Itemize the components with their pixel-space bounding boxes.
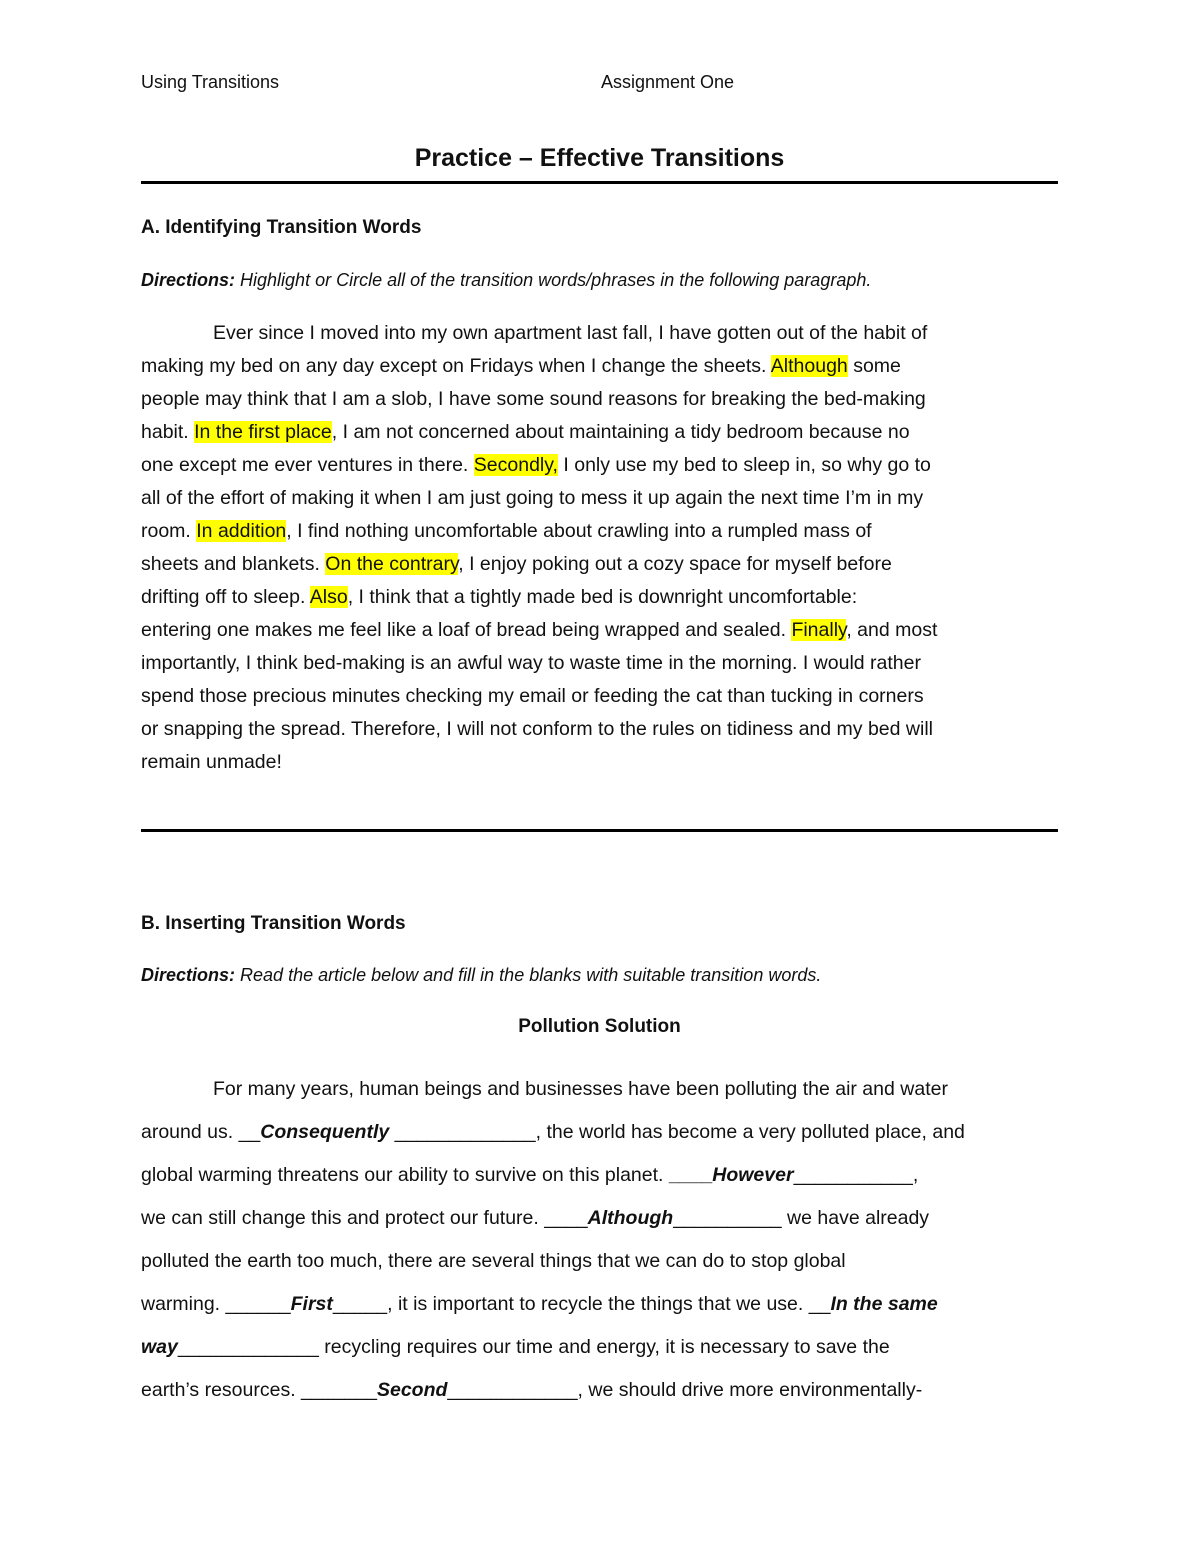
text: one except me ever ventures in there. (141, 454, 474, 476)
blank-underline: ___________ (793, 1164, 913, 1186)
text: , the world has become a very polluted place, and (535, 1121, 965, 1143)
text: , it is important to recycle the things that we use. (387, 1293, 809, 1315)
text: , I think that a tightly made bed is downright uncomfortable: (347, 586, 858, 608)
text: , I am not concerned about maintaining a tidy bedroom because no (331, 421, 910, 443)
paragraph-line (141, 317, 1059, 350)
text: , we should drive more environmentally- (577, 1379, 923, 1401)
highlighted-transition: Also (309, 586, 348, 608)
blank-underline: __ (808, 1293, 831, 1315)
text: habit. (141, 421, 195, 443)
filled-answer: Although (587, 1207, 674, 1229)
highlighted-transition: In addition (196, 520, 287, 542)
filled-answer: way (141, 1336, 178, 1358)
header-left: Using Transitions (141, 72, 280, 92)
text: we have already (781, 1207, 930, 1229)
text: sheets and blankets. (141, 553, 326, 575)
page-title: Practice – Effective Transitions (414, 144, 785, 172)
text: , and most (846, 619, 938, 641)
blank-underline: ______ (225, 1293, 291, 1315)
text: spend those precious minutes checking my email or feeding the cat than tucking in corners (141, 685, 924, 707)
text: some (847, 355, 901, 377)
section-a-directions (141, 270, 871, 291)
section-b-directions (141, 965, 821, 986)
text: importantly, I think bed-making is an awful way to waste time in the morning. I would rather (141, 652, 921, 674)
directions-text: Highlight or Circle all of the transition words/phrases in the following paragraph. (235, 270, 872, 290)
text: polluted the earth too much, there are several things that we can do to stop global (141, 1250, 846, 1272)
section-a-paragraph (141, 317, 1059, 779)
highlighted-transition: In the first place (194, 421, 332, 443)
paragraph-line (141, 416, 1059, 449)
text: Ever since I moved into my own apartment last fall, I have gotten out of the habit of (213, 322, 928, 344)
paragraph-line (141, 449, 1059, 482)
paragraph-line (141, 1283, 1059, 1326)
paragraph-line (141, 581, 1059, 614)
highlighted-transition: On the contrary (325, 553, 459, 575)
directions-text: Read the article below and fill in the blanks with suitable transition words. (235, 965, 822, 985)
paragraph-line (141, 1111, 1059, 1154)
text: , I enjoy poking out a cozy space for myself before (458, 553, 892, 575)
blank-underline: ____ (544, 1207, 588, 1229)
text: all of the effort of making it when I am just going to mess it up again the next time I’m in my (141, 487, 924, 509)
blank-underline: _____________ (389, 1121, 536, 1143)
text: making my bed on any day except on Fridays when I change the sheets. (141, 355, 771, 377)
section-b-paragraph (141, 1068, 1059, 1412)
blank-underline: ____ (668, 1164, 713, 1186)
blank-underline: __________ (673, 1207, 782, 1229)
highlighted-transition: Finally (791, 619, 847, 641)
section-b-heading: B. Inserting Transition Words (141, 913, 406, 934)
highlighted-transition: Although (770, 355, 848, 377)
paragraph-line (141, 680, 1059, 713)
text: I only use my bed to sleep in, so why go to (557, 454, 931, 476)
filled-answer: However (712, 1164, 794, 1186)
filled-answer: Second (376, 1379, 448, 1401)
section-divider (141, 829, 1058, 832)
text: room. (141, 520, 197, 542)
paragraph-line (141, 1369, 1059, 1412)
title-divider (141, 181, 1058, 184)
paragraph-line (141, 1154, 1059, 1197)
filled-answer: First (290, 1293, 333, 1315)
text: people may think that I am a slob, I have some sound reasons for breaking the bed-making (141, 388, 926, 410)
text: global warming threatens our ability to survive on this planet. (141, 1164, 669, 1186)
text: around us. (141, 1121, 239, 1143)
directions-label: Directions: (141, 965, 236, 985)
paragraph-line (141, 1326, 1059, 1369)
paragraph-line (141, 1197, 1059, 1240)
blank-underline: _____ (332, 1293, 388, 1315)
text: , (912, 1164, 919, 1186)
paragraph-line (141, 482, 1059, 515)
blank-underline: __ (238, 1121, 261, 1143)
blank-underline: _______ (301, 1379, 377, 1401)
text: recycling requires our time and energy, it is necessary to save the (318, 1336, 890, 1358)
paragraph-line (141, 548, 1059, 581)
paragraph-line (141, 350, 1059, 383)
paragraph-line (141, 614, 1059, 647)
directions-label: Directions: (141, 270, 236, 290)
text: earth’s resources. (141, 1379, 302, 1401)
paragraph-line (141, 746, 1059, 779)
text: entering one makes me feel like a loaf of bread being wrapped and sealed. (141, 619, 792, 641)
text: or snapping the spread. Therefore, I will not conform to the rules on tidiness and my bed will (141, 718, 933, 740)
text: , I find nothing uncomfortable about crawling into a rumpled mass of (286, 520, 872, 542)
paragraph-line (141, 1240, 1059, 1283)
blank-underline: _____________ (177, 1336, 319, 1358)
text: For many years, human beings and businesses have been polluting the air and water (213, 1078, 948, 1100)
paragraph-line (141, 647, 1059, 680)
paragraph-line (141, 383, 1059, 416)
text: we can still change this and protect our future. (141, 1207, 545, 1229)
paragraph-line (141, 713, 1059, 746)
text: remain unmade! (141, 751, 282, 773)
article-title: Pollution Solution (518, 1016, 681, 1037)
filled-answer: Consequently (260, 1121, 390, 1143)
text: drifting off to sleep. (141, 586, 310, 608)
blank-underline: ____________ (447, 1379, 578, 1401)
paragraph-line (141, 1068, 1059, 1111)
filled-answer: In the same (830, 1293, 938, 1315)
header-right: Assignment One (601, 72, 735, 92)
paragraph-line (141, 515, 1059, 548)
highlighted-transition: Secondly, (473, 454, 558, 476)
text: warming. (141, 1293, 226, 1315)
section-a-heading: A. Identifying Transition Words (141, 217, 422, 238)
